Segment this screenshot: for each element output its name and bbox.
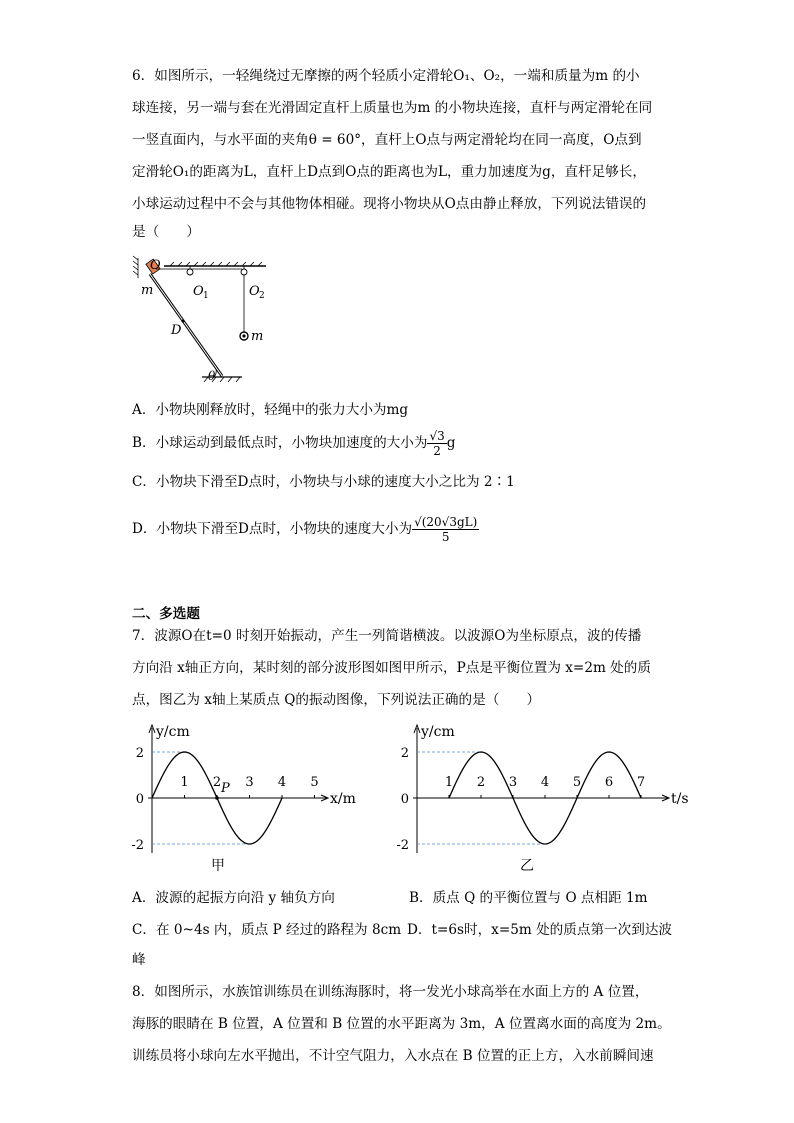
x-tick-label: 5	[310, 775, 319, 790]
label-o2-sub: 2	[259, 291, 265, 301]
x-tick-label: 5	[572, 775, 582, 790]
graph-caption: 乙	[520, 858, 534, 874]
q6-option-b-den: 2	[433, 444, 441, 458]
point-d	[182, 320, 185, 323]
q8-line-3: 训练员将小球向左水平抛出，不计空气阻力，入水点在 B 位置的正上方，入水前瞬间速	[132, 1048, 654, 1064]
point-p	[215, 796, 219, 800]
q6-line-4: 定滑轮O₁的距离为L，直杆上D点到O点的距离也为L，重力加速度为g，直杆足够长，	[132, 164, 646, 180]
x-axis-label: x/m	[330, 791, 356, 807]
point-p-label: P	[221, 781, 230, 796]
x-tick-label: 3	[508, 775, 518, 790]
q6-figure	[130, 252, 280, 387]
q6-option-b-num: √3	[429, 429, 445, 443]
label-o2: O	[249, 284, 260, 299]
y-tick-label: 0	[135, 792, 144, 807]
q6-option-d-den: 5	[441, 530, 450, 544]
q6-option-b-g: g	[446, 435, 456, 451]
q6-option-d-fraction	[412, 515, 479, 544]
x-tick-label: 6	[604, 775, 614, 790]
label-d: D	[171, 323, 182, 338]
x-axis-label: t/s	[671, 791, 689, 807]
q7-option-b: B．质点 Q 的平衡位置与 O 点相距 1m	[409, 890, 648, 906]
q6-option-b	[132, 426, 455, 460]
q7-option-c: C．在 0~4s 内，质点 P 经过的路程为 8cm	[132, 922, 402, 938]
q7-line-1: 7．波源O在t=0 时刻开始振动，产生一列简谐横波。以波源O为坐标原点，波的传播	[132, 628, 642, 644]
q6-option-b-fraction	[427, 429, 446, 458]
q8-line-1: 8．如图所示，水族馆训练员在训练海豚时，将一发光小球高举在水面上方的 A 位置，	[132, 984, 649, 1000]
y-tick-label: -2	[131, 838, 144, 853]
graph-caption: 甲	[211, 858, 225, 874]
wall-hatch	[133, 256, 138, 278]
y-tick-label: 2	[135, 746, 144, 761]
q6-option-d-num: √(20√3gL)	[414, 515, 478, 529]
label-theta: θ	[208, 369, 216, 383]
q6-line-3: 一竖直面内，与水平面的夹角θ = 60°，直杆上O点与两定滑轮均在同一高度，O点到	[132, 132, 642, 148]
section-title: 二、多选题	[132, 606, 200, 622]
x-tick-label: 1	[180, 775, 189, 790]
y-tick-label: 2	[400, 746, 409, 761]
q7-line-2: 方向沿 x轴正方向，某时刻的部分波形图如图甲所示，P点是平衡位置为 x=2m 处的质	[132, 660, 651, 676]
label-o: O	[150, 258, 161, 273]
pulley-o1	[187, 269, 193, 275]
label-m-block: m	[141, 283, 154, 298]
q8-line-2: 海豚的眼睛在 B 位置，A 位置和 B 位置的水平距离为 3m，A 位置离水面的高度为 2m。	[132, 1016, 671, 1032]
q6-line-6: 是（ ）	[132, 224, 200, 240]
x-tick-label: 1	[444, 775, 454, 790]
label-m-ball: m	[251, 329, 264, 344]
y-tick-label: -2	[396, 838, 409, 853]
q6-option-b-text: B．小球运动到最低点时，小物块加速度的大小为	[132, 435, 428, 451]
pulley-o2	[241, 269, 247, 275]
label-o1: O	[193, 284, 204, 299]
q7-option-d: D．t=6s时，x=5m 处的质点第一次到达波	[407, 922, 673, 938]
q6-option-a: A．小物块刚释放时，轻绳中的张力大小为mg	[132, 402, 409, 418]
graph-yi	[385, 718, 695, 878]
x-tick-label: 2	[212, 775, 222, 790]
graph-jia	[130, 718, 380, 878]
y-tick-label: 0	[400, 792, 409, 807]
q6-line-1: 6．如图所示，一轻绳绕过无摩擦的两个轻质小定滑轮O₁、O₂，一端和质量为m 的小	[132, 68, 640, 84]
x-tick-label: 4	[540, 775, 550, 790]
q7-line-3: 点，图乙为 x轴上某质点 Q的振动图像，下列说法正确的是（ ）	[132, 692, 541, 708]
x-tick-label: 2	[476, 775, 486, 790]
q6-option-c: C．小物块下滑至D点时，小物块与小球的速度大小之比为 2∶1	[132, 474, 515, 490]
x-tick-label: 7	[636, 775, 646, 790]
q7-option-d-cont: 峰	[132, 952, 146, 968]
x-tick-label: 4	[277, 775, 287, 790]
y-axis-label: y/cm	[156, 724, 190, 740]
q6-line-2: 球连接，另一端与套在光滑固定直杆上质量也为m 的小物块连接，直杆与两定滑轮在同	[132, 100, 653, 116]
label-o1-sub: 1	[203, 291, 209, 301]
q6-line-5: 小球运动过程中不会与其他物体相碰。现将小物块从O点由静止释放，下列说法错误的	[132, 196, 647, 212]
y-axis-label: y/cm	[421, 724, 455, 740]
q6-option-d-text: D．小物块下滑至D点时，小物块的速度大小为	[132, 521, 413, 537]
q6-option-d	[132, 512, 479, 546]
q7-option-a: A．波源的起振方向沿 y 轴负方向	[132, 890, 335, 906]
x-tick-label: 3	[245, 775, 254, 790]
